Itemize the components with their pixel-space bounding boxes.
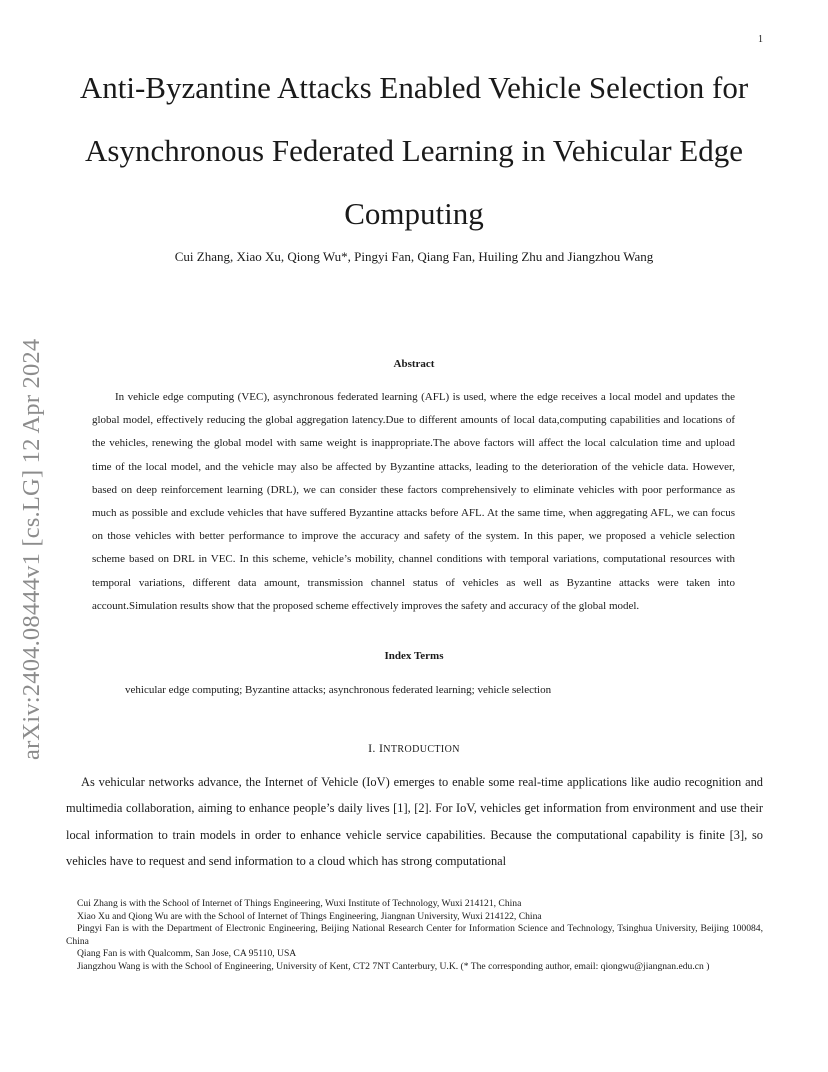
section-number: I. (368, 741, 379, 755)
section-heading-introduction (60, 741, 768, 756)
abstract-heading: Abstract (393, 358, 435, 370)
introduction-paragraph: As vehicular networks advance, the Internet of Vehicle (IoV) emerges to enable some real-time applications like audio recognition and multimedia collaboration, aiming to enhance people’s daily lives [1], [2]. For IoV, vehicles get information from environment and use their local information to train models in order to enhance vehicle service capabilities. Because the computational capability is finite [3], so vehicles have to request and send information to a cloud which has strong computational (66, 775, 763, 868)
arxiv-identifier-stamp[interactable]: arXiv:2404.08444v1 [cs.LG] 12 Apr 2024 (18, 338, 45, 760)
index-terms-text: vehicular edge computing; Byzantine attacks; asynchronous federated learning; vehicle selection (125, 684, 552, 696)
footnote: Pingyi Fan is with the Department of Electronic Engineering, Beijing National Research Center for Information Science and Technology, Tsinghua University, Beijing 100084, China (66, 923, 763, 947)
footnote: Xiao Xu and Qiong Wu are with the School of Internet of Things Engineering, Jiangnan University, Wuxi 214122, China (77, 910, 542, 922)
index-terms-heading: Index Terms (384, 650, 444, 662)
author-affiliation-footnotes (66, 898, 763, 974)
footnote: Jiangzhou Wang is with the School of Engineering, University of Kent, CT2 7NT Canterbury, U.K. (* The corresponding author, email: qiongwu@jiangnan.edu.cn ) (77, 960, 710, 972)
footnote: Qiang Fan is with Qualcomm, San Jose, CA 95110, USA (77, 948, 297, 960)
author-list: Cui Zhang, Xiao Xu, Qiong Wu*, Pingyi Fan, Qiang Fan, Huiling Zhu and Jiangzhou Wang (174, 249, 654, 264)
footnote: Cui Zhang is with the School of Internet of Things Engineering, Wuxi Institute of Technology, Wuxi 214121, China (77, 898, 522, 909)
abstract-text: In vehicle edge computing (VEC), asynchronous federated learning (AFL) is used, where the edge receives a local model and updates the global model, effectively reducing the global aggregation latency.Due to different amounts of local data,computing capabilities and locations of the vehicles, renewing the global model with same weight is inappropriate.The above factors will affect the local calculation time and upload time of the local model, and the vehicle may also be affected by Byzantine attacks, leading to the deterioration of the vehicle data. However, based on deep reinforcement learning (DRL), we can consider these factors comprehensively to eliminate vehicles with poor performance as much as possible and exclude vehicles that have suffered Byzantine attacks before AFL. At the same time, when aggregating AFL, we can focus on those vehicles with better performance to improve the accuracy and safety of the system. In this paper, we proposed a vehicle selection scheme based on DRL in VEC. In this scheme, vehicle’s mobility, channel conditions with temporal variations, computational resources with temporal variations, different data amount, transmission channel status of vehicles as well as Byzantine attacks were taken into account.Simulation results show that the proposed scheme effectively improves the safety and accuracy of the global model. (92, 391, 735, 612)
section-title-rest: NTRODUCTION (383, 744, 460, 755)
page-number: 1 (758, 34, 763, 45)
paper-title: Anti-Byzantine Attacks Enabled Vehicle Selection for Asynchronous Federated Learning in Vehicular Edge Computing (79, 70, 749, 231)
section-title-initial: I (378, 741, 384, 755)
